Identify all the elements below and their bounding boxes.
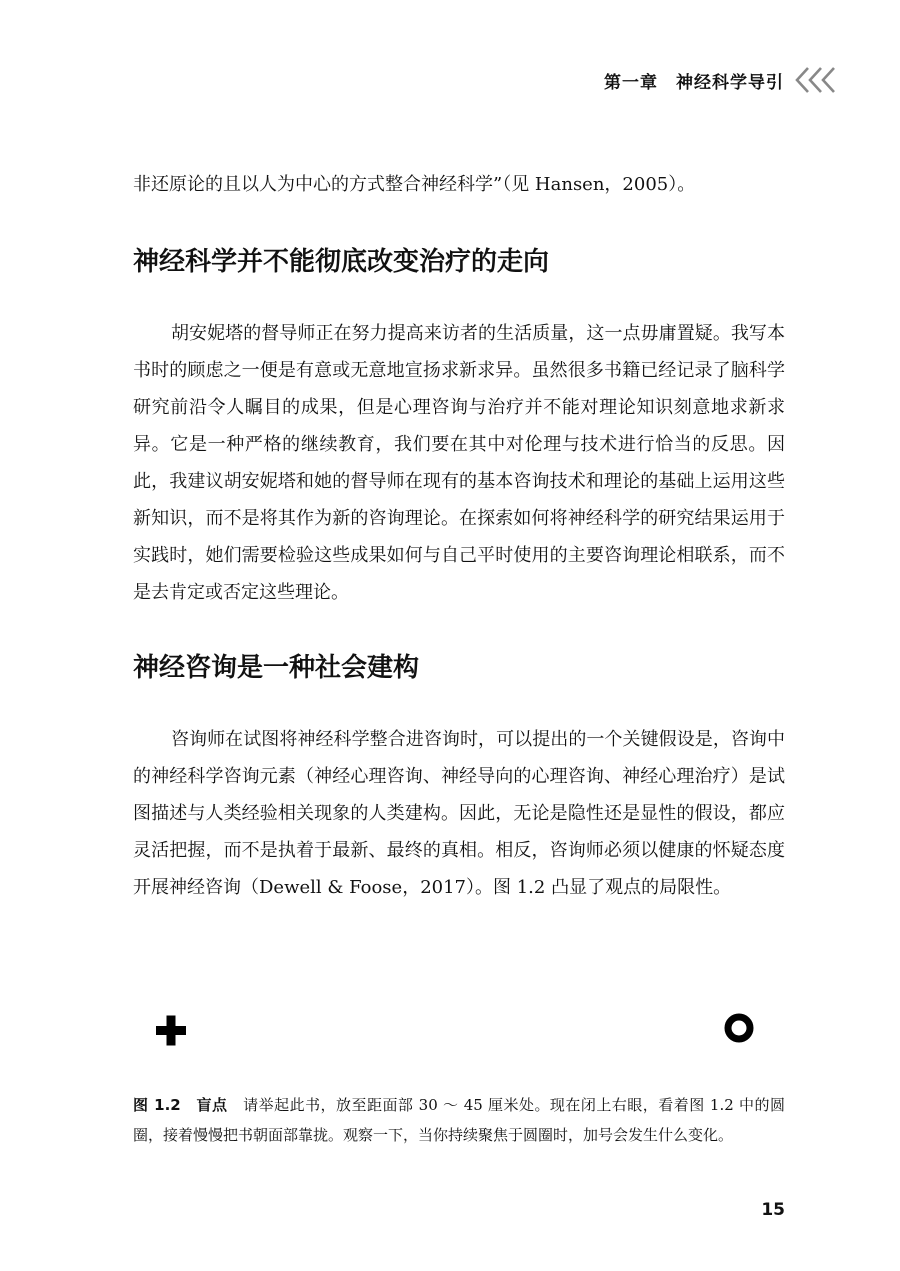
figure-caption <box>133 1090 785 1150</box>
page-number: 15 <box>761 1200 785 1220</box>
intro-block <box>133 166 785 203</box>
section-1 <box>133 242 785 611</box>
header-chapter-title <box>604 68 784 93</box>
triple-chevron-left-icon <box>794 65 838 95</box>
section-2-heading: 神经咨询是一种社会建构 <box>133 653 420 683</box>
section-1-heading: 神经科学并不能彻底改变治疗的走向 <box>133 247 550 277</box>
intro-line: 非还原论的且以人为中心的方式整合神经科学”（见 Hansen，2005）。 <box>133 174 696 195</box>
figure-caption-text: 请举起此书，放至距面部 30 ～ 45 厘米处。现在闭上右眼，看着图 1.2 中的圆圈，接着慢慢把书朝面部靠拢。观察一下，当你持续聚焦于圆圈时，加号会发生什么变化。 <box>133 1096 785 1144</box>
figure-label: 图 1.2 <box>133 1096 181 1114</box>
ring-icon <box>728 1017 750 1039</box>
header-title: 神经科学导引 <box>676 72 784 93</box>
running-header <box>604 60 838 100</box>
section-1-paragraph: 胡安妮塔的督导师正在努力提高来访者的生活质量，这一点毋庸置疑。我写本书时的顾虑之一便是有意或无意地宣扬求新求异。虽然很多书籍已经记录了脑科学研究前沿令人瞩目的成果，但是心理咨询与治疗并不能对理论知识刻意地求新求异。它是一种严格的继续教育，我们要在其中对伦理与技术进行恰当的反思。因此，我建议胡安妮塔和她的督导师在现有的基本咨询技术和理论的基础上运用这些新知识，而不是将其作为新的咨询理论。在探索如何将神经科学的研究结果运用于实践时，她们需要检验这些成果如何与自己平时使用的主要咨询理论相联系，而不是去肯定或否定这些理论。 <box>133 323 785 603</box>
figure-title: 盲点 <box>196 1096 228 1114</box>
section-2-paragraph: 咨询师在试图将神经科学整合进咨询时，可以提出的一个关键假设是，咨询中的神经科学咨询元素（神经心理咨询、神经导向的心理咨询、神经心理治疗）是试图描述与人类经验相关现象的人类建构。因此，无论是隐性还是显性的假设，都应灵活把握，而不是执着于最新、最终的真相。相反，咨询师必须以健康的怀疑态度开展神经咨询（Dewell & Foose，2017）。图 1.2 凸显了观点的局限性。 <box>133 729 785 898</box>
header-chapter: 第一章 <box>604 72 658 93</box>
blind-spot-figure <box>0 1010 900 1050</box>
plus-icon <box>156 1016 186 1046</box>
section-2 <box>133 648 785 906</box>
